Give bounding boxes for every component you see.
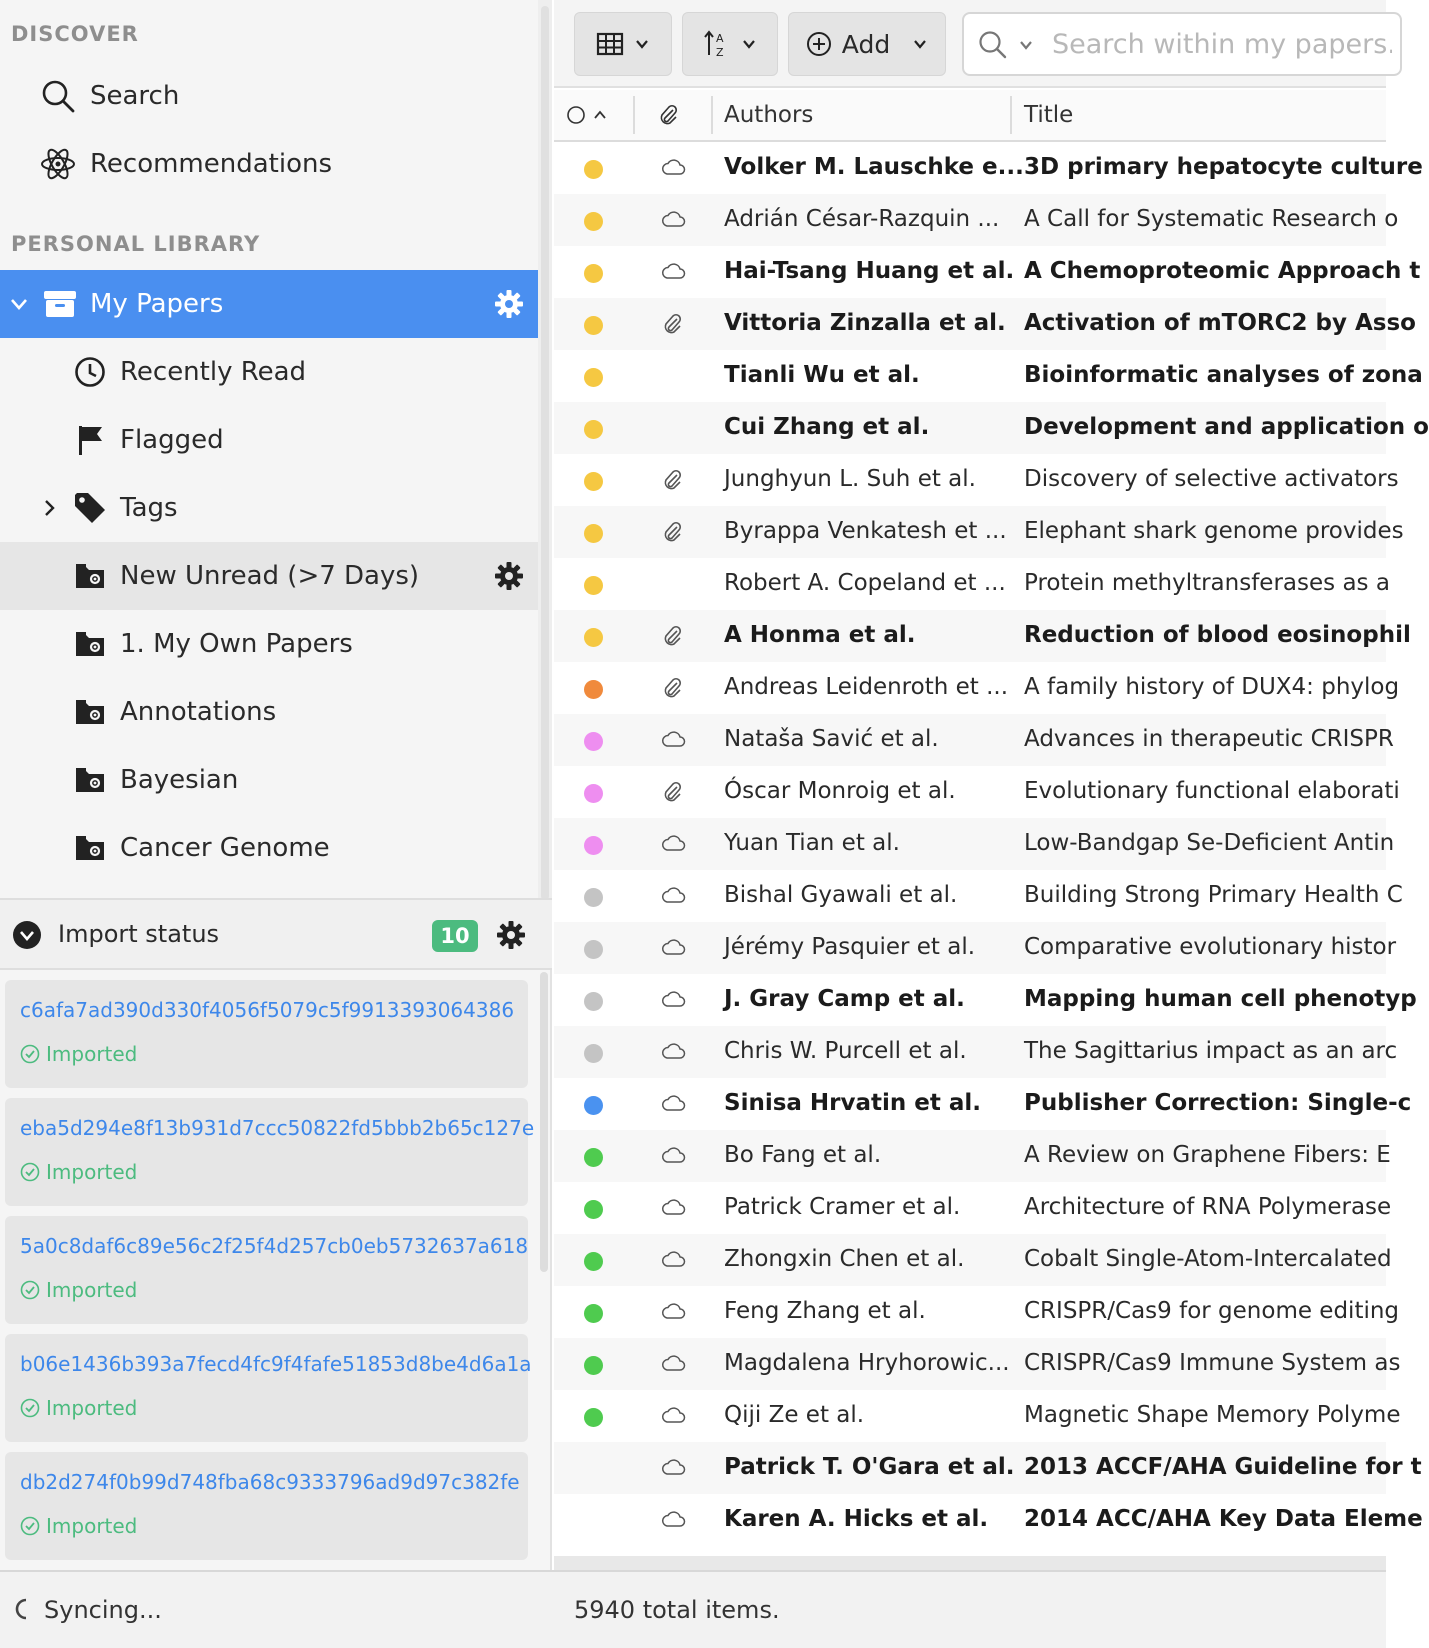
chevron-right-icon[interactable] bbox=[34, 490, 64, 526]
import-status-title: Import status bbox=[58, 920, 220, 948]
papers-table-body bbox=[554, 142, 1429, 1552]
color-label-dot[interactable] bbox=[584, 628, 603, 647]
discover-heading: DISCOVER bbox=[11, 22, 139, 46]
author-cell: Karen A. Hicks et al. bbox=[724, 1506, 989, 1532]
cloud-icon[interactable] bbox=[660, 936, 686, 960]
title-cell: A Call for Systematic Research o bbox=[1024, 206, 1399, 232]
nav-my-papers-label: My Papers bbox=[90, 289, 224, 319]
title-cell: Publisher Correction: Single-c bbox=[1024, 1090, 1412, 1116]
personal-library-heading: PERSONAL LIBRARY bbox=[11, 232, 261, 256]
title-cell: Mapping human cell phenotyp bbox=[1024, 986, 1417, 1012]
svg-text:Z: Z bbox=[716, 46, 724, 59]
table-row[interactable] bbox=[554, 558, 1390, 610]
color-label-dot[interactable] bbox=[584, 1304, 603, 1323]
chevron-down-icon bbox=[634, 36, 650, 52]
cloud-icon[interactable] bbox=[660, 1404, 686, 1428]
title-cell: 3D primary hepatocyte culture bbox=[1024, 154, 1423, 180]
cloud-icon[interactable] bbox=[660, 1352, 686, 1376]
cloud-icon[interactable] bbox=[660, 988, 686, 1012]
title-cell: A family history of DUX4: phylog bbox=[1024, 674, 1400, 700]
title-cell: A Chemoproteomic Approach t bbox=[1024, 258, 1421, 284]
nav-cancer-genome[interactable] bbox=[0, 814, 538, 882]
color-label-dot[interactable] bbox=[584, 940, 603, 959]
import-status-header[interactable] bbox=[0, 898, 552, 970]
author-cell: Patrick T. O'Gara et al. bbox=[724, 1454, 1015, 1480]
nav-search-label: Search bbox=[90, 81, 180, 111]
color-label-dot[interactable] bbox=[584, 888, 603, 907]
title-cell: Elephant shark genome provides bbox=[1024, 518, 1404, 544]
table-row[interactable] bbox=[554, 298, 1416, 350]
paperclip-icon[interactable] bbox=[660, 676, 686, 700]
table-row[interactable] bbox=[554, 1234, 1392, 1286]
color-label-dot[interactable] bbox=[584, 472, 603, 491]
import-hash-link[interactable]: b06e1436b393a7fecd4fc9f4fafe51853d8be4d6a1a bbox=[20, 1352, 532, 1376]
import-count-badge: 10 bbox=[432, 920, 478, 952]
check-circle-icon bbox=[20, 1280, 40, 1300]
import-status bbox=[20, 1278, 137, 1302]
import-hash-link[interactable]: db2d274f0b99d748fba68c9333796ad9d97c382fe bbox=[20, 1470, 520, 1494]
author-cell: Cui Zhang et al. bbox=[724, 414, 930, 440]
author-cell: Nataša Savić et al. bbox=[724, 726, 939, 752]
check-circle-icon bbox=[20, 1516, 40, 1536]
author-cell: Junghyun L. Suh et al. bbox=[724, 466, 976, 492]
title-cell: Bioinformatic analyses of zona bbox=[1024, 362, 1423, 388]
title-cell: 2014 ACC/AHA Key Data Eleme bbox=[1024, 1506, 1423, 1532]
gear-icon[interactable] bbox=[494, 561, 524, 591]
import-status-label: Imported bbox=[46, 1514, 138, 1538]
view-mode-button[interactable] bbox=[574, 12, 672, 76]
scrollbar-thumb[interactable] bbox=[540, 972, 548, 1272]
title-cell: Magnetic Shape Memory Polyme bbox=[1024, 1402, 1401, 1428]
title-cell: Evolutionary functional elaborati bbox=[1024, 778, 1400, 804]
attachment-column-header[interactable] bbox=[656, 90, 696, 140]
search-input[interactable] bbox=[1052, 24, 1392, 64]
color-label-dot[interactable] bbox=[584, 212, 603, 231]
gear-icon[interactable] bbox=[496, 920, 526, 950]
sort-az-icon bbox=[703, 29, 731, 59]
color-label-dot[interactable] bbox=[584, 732, 603, 751]
cloud-icon[interactable] bbox=[660, 728, 686, 752]
title-cell: Discovery of selective activators bbox=[1024, 466, 1399, 492]
cloud-icon[interactable] bbox=[660, 208, 686, 232]
import-hash-link[interactable]: c6afa7ad390d330f4056f5079c5f9913393064386 bbox=[20, 998, 515, 1022]
title-cell: Reduction of blood eosinophil bbox=[1024, 622, 1411, 648]
title-cell: The Sagittarius impact as an arc bbox=[1024, 1038, 1398, 1064]
author-cell: Vittoria Zinzalla et al. bbox=[724, 310, 1006, 336]
author-cell: Robert A. Copeland et ... bbox=[724, 570, 1006, 596]
nav-new-unread[interactable] bbox=[0, 542, 538, 610]
title-cell: A Review on Graphene Fibers: E bbox=[1024, 1142, 1391, 1168]
table-row[interactable] bbox=[554, 922, 1397, 974]
nav-recently-read[interactable] bbox=[0, 338, 538, 406]
import-status bbox=[20, 1160, 137, 1184]
import-item[interactable] bbox=[5, 1452, 528, 1560]
chevron-down-icon[interactable] bbox=[4, 286, 34, 322]
tag-icon bbox=[72, 490, 108, 526]
color-label-dot[interactable] bbox=[584, 836, 603, 855]
sidebar-nav bbox=[0, 0, 538, 898]
import-status-label: Imported bbox=[46, 1396, 138, 1420]
add-button-label: Add bbox=[841, 29, 891, 59]
nav-bayesian-label: Bayesian bbox=[120, 765, 239, 795]
title-cell: Protein methyltransferases as a bbox=[1024, 570, 1390, 596]
check-circle-icon bbox=[20, 1044, 40, 1064]
cloud-icon[interactable] bbox=[660, 884, 686, 908]
add-button[interactable] bbox=[788, 12, 946, 76]
import-status bbox=[20, 1514, 137, 1538]
table-row[interactable] bbox=[554, 506, 1404, 558]
cloud-icon[interactable] bbox=[660, 1248, 686, 1272]
total-items-count: 5940 total items. bbox=[574, 1596, 780, 1624]
toolbar bbox=[554, 0, 1386, 88]
table-row[interactable] bbox=[554, 1026, 1398, 1078]
title-cell: Advances in therapeutic CRISPR bbox=[1024, 726, 1394, 752]
nav-recommendations-label: Recommendations bbox=[90, 149, 333, 179]
horizontal-scrollbar[interactable] bbox=[554, 1556, 1386, 1570]
spinner-icon bbox=[12, 1596, 34, 1622]
color-label-dot[interactable] bbox=[584, 368, 603, 387]
title-cell: CRISPR/Cas9 for genome editing bbox=[1024, 1298, 1400, 1324]
clock-icon bbox=[72, 354, 108, 390]
plus-circle-icon bbox=[806, 31, 832, 57]
paperclip-icon bbox=[656, 103, 680, 127]
import-list-scrollbar[interactable] bbox=[538, 972, 550, 1272]
paperclip-icon[interactable] bbox=[660, 520, 686, 544]
author-cell: Jérémy Pasquier et al. bbox=[724, 934, 976, 960]
nav-cancer-genome-label: Cancer Genome bbox=[120, 833, 330, 863]
table-header bbox=[554, 90, 1386, 142]
table-row[interactable] bbox=[554, 246, 1421, 298]
atom-icon bbox=[40, 146, 76, 182]
color-label-dot[interactable] bbox=[584, 1200, 603, 1219]
search-box[interactable] bbox=[962, 12, 1402, 76]
import-status-label: Imported bbox=[46, 1042, 138, 1066]
title-cell: CRISPR/Cas9 Immune System as bbox=[1024, 1350, 1401, 1376]
smart-folder-icon bbox=[72, 694, 108, 730]
smart-folder-icon bbox=[72, 762, 108, 798]
sidebar bbox=[0, 0, 552, 1570]
color-label-dot[interactable] bbox=[584, 680, 603, 699]
color-label-dot[interactable] bbox=[584, 1356, 603, 1375]
table-grid-icon bbox=[596, 32, 624, 56]
title-cell: 2013 ACCF/AHA Guideline for t bbox=[1024, 1454, 1422, 1480]
table-row[interactable] bbox=[554, 1078, 1412, 1130]
author-cell: Óscar Monroig et al. bbox=[724, 778, 956, 804]
sidebar-scrollbar[interactable] bbox=[538, 0, 552, 898]
cloud-icon[interactable] bbox=[660, 832, 686, 856]
author-cell: Andreas Leidenroth et ... bbox=[724, 674, 1009, 700]
table-row[interactable] bbox=[554, 818, 1395, 870]
color-label-dot[interactable] bbox=[584, 524, 603, 543]
chevron-down-icon bbox=[741, 36, 757, 52]
title-cell: Comparative evolutionary histor bbox=[1024, 934, 1397, 960]
nav-my-papers[interactable] bbox=[0, 270, 538, 338]
author-cell: Patrick Cramer et al. bbox=[724, 1194, 961, 1220]
table-row[interactable] bbox=[554, 662, 1400, 714]
main-pane bbox=[554, 0, 1429, 1570]
column-divider[interactable] bbox=[711, 96, 713, 134]
cloud-icon[interactable] bbox=[660, 1040, 686, 1064]
nav-recommendations[interactable] bbox=[0, 130, 538, 198]
color-label-dot[interactable] bbox=[584, 264, 603, 283]
title-cell: Cobalt Single-Atom-Intercalated bbox=[1024, 1246, 1392, 1272]
import-item[interactable] bbox=[5, 1334, 532, 1442]
import-hash-link[interactable]: 5a0c8daf6c89e56c2f25f4d257cb0eb5732637a618 bbox=[20, 1234, 529, 1258]
author-cell: Magdalena Hryhorowic... bbox=[724, 1350, 1010, 1376]
color-label-dot[interactable] bbox=[584, 1408, 603, 1427]
table-row[interactable] bbox=[554, 1130, 1391, 1182]
author-cell: Chris W. Purcell et al. bbox=[724, 1038, 967, 1064]
color-label-dot[interactable] bbox=[584, 420, 603, 439]
color-label-dot[interactable] bbox=[584, 1252, 603, 1271]
table-row[interactable] bbox=[554, 870, 1403, 922]
author-cell: Bishal Gyawali et al. bbox=[724, 882, 958, 908]
table-row[interactable] bbox=[554, 1182, 1392, 1234]
nav-tags[interactable] bbox=[0, 474, 538, 542]
table-row[interactable] bbox=[554, 766, 1400, 818]
color-label-dot[interactable] bbox=[584, 1096, 603, 1115]
cloud-icon[interactable] bbox=[660, 1508, 686, 1532]
import-status bbox=[20, 1396, 137, 1420]
cloud-icon[interactable] bbox=[660, 1144, 686, 1168]
title-cell: Development and application o bbox=[1024, 414, 1429, 440]
circle-icon bbox=[566, 105, 586, 125]
import-item[interactable] bbox=[5, 1098, 535, 1206]
cloud-icon[interactable] bbox=[660, 260, 686, 284]
color-label-dot[interactable] bbox=[584, 1148, 603, 1167]
author-cell: Zhongxin Chen et al. bbox=[724, 1246, 965, 1272]
cloud-icon[interactable] bbox=[660, 1300, 686, 1324]
author-cell: A Honma et al. bbox=[724, 622, 916, 648]
paperclip-icon[interactable] bbox=[660, 780, 686, 804]
nav-flagged[interactable] bbox=[0, 406, 538, 474]
title-cell: Architecture of RNA Polymerase bbox=[1024, 1194, 1392, 1220]
nav-my-own-papers[interactable] bbox=[0, 610, 538, 678]
table-row[interactable] bbox=[554, 974, 1417, 1026]
paperclip-icon[interactable] bbox=[660, 468, 686, 492]
color-label-dot[interactable] bbox=[584, 1044, 603, 1063]
title-cell: Low-Bandgap Se-Deficient Antin bbox=[1024, 830, 1395, 856]
author-cell: Adrián César-Razquin ... bbox=[724, 206, 1000, 232]
cloud-icon[interactable] bbox=[660, 156, 686, 180]
title-cell: Activation of mTORC2 by Asso bbox=[1024, 310, 1416, 336]
table-row[interactable] bbox=[554, 1338, 1401, 1390]
table-row[interactable] bbox=[554, 1442, 1422, 1494]
author-cell: Qiji Ze et al. bbox=[724, 1402, 865, 1428]
nav-search[interactable] bbox=[0, 62, 538, 130]
authors-column-header[interactable]: Authors bbox=[724, 102, 814, 128]
color-label-dot[interactable] bbox=[584, 316, 603, 335]
chevron-down-icon[interactable] bbox=[1018, 38, 1034, 52]
author-cell: Feng Zhang et al. bbox=[724, 1298, 926, 1324]
color-label-dot[interactable] bbox=[584, 992, 603, 1011]
color-label-dot[interactable] bbox=[584, 784, 603, 803]
import-hash-link[interactable]: eba5d294e8f13b931d7ccc50822fd5bbb2b65c127e bbox=[20, 1116, 535, 1140]
title-column-header[interactable]: Title bbox=[1024, 102, 1074, 128]
gear-icon[interactable] bbox=[494, 289, 524, 319]
cloud-icon[interactable] bbox=[660, 1456, 686, 1480]
author-cell: Bo Fang et al. bbox=[724, 1142, 882, 1168]
scrollbar-thumb[interactable] bbox=[541, 6, 549, 900]
import-item[interactable] bbox=[5, 1216, 528, 1324]
search-icon bbox=[40, 78, 76, 114]
table-row[interactable] bbox=[554, 402, 1429, 454]
status-bar bbox=[0, 1570, 1386, 1648]
color-label-dot[interactable] bbox=[584, 160, 603, 179]
svg-text:A: A bbox=[716, 32, 724, 45]
author-cell: Tianli Wu et al. bbox=[724, 362, 920, 388]
nav-bayesian[interactable] bbox=[0, 746, 538, 814]
import-status-label: Imported bbox=[46, 1278, 138, 1302]
author-cell: Byrappa Venkatesh et ... bbox=[724, 518, 1007, 544]
flag-icon bbox=[72, 422, 108, 458]
cloud-icon[interactable] bbox=[660, 1092, 686, 1116]
import-status bbox=[20, 1042, 137, 1066]
table-row[interactable] bbox=[554, 454, 1399, 506]
nav-new-unread-label: New Unread (>7 Days) bbox=[120, 561, 420, 591]
table-row[interactable] bbox=[554, 142, 1423, 194]
collapse-circle-icon[interactable] bbox=[12, 920, 42, 950]
smart-folder-icon bbox=[72, 830, 108, 866]
nav-tags-label: Tags bbox=[120, 493, 178, 523]
smart-folder-icon bbox=[72, 558, 108, 594]
read-status-column-header[interactable] bbox=[566, 90, 626, 140]
check-circle-icon bbox=[20, 1398, 40, 1418]
import-status-label: Imported bbox=[46, 1160, 138, 1184]
table-row[interactable] bbox=[554, 714, 1394, 766]
table-row[interactable] bbox=[554, 1286, 1400, 1338]
title-cell: Building Strong Primary Health C bbox=[1024, 882, 1403, 908]
color-label-dot[interactable] bbox=[584, 576, 603, 595]
nav-flagged-label: Flagged bbox=[120, 425, 224, 455]
column-divider[interactable] bbox=[633, 96, 635, 134]
paperclip-icon[interactable] bbox=[660, 624, 686, 648]
nav-my-own-papers-label: 1. My Own Papers bbox=[120, 629, 353, 659]
import-list bbox=[0, 970, 552, 1570]
author-cell: J. Gray Camp et al. bbox=[724, 986, 965, 1012]
paperclip-icon[interactable] bbox=[660, 312, 686, 336]
chevron-up-icon bbox=[592, 108, 608, 122]
sync-status: Syncing... bbox=[44, 1596, 162, 1624]
table-row[interactable] bbox=[554, 610, 1411, 662]
cloud-icon[interactable] bbox=[660, 1196, 686, 1220]
table-row[interactable] bbox=[554, 1494, 1423, 1546]
archive-box-icon bbox=[42, 286, 78, 322]
table-row[interactable] bbox=[554, 194, 1399, 246]
import-item[interactable] bbox=[5, 980, 528, 1088]
author-cell: Yuan Tian et al. bbox=[724, 830, 900, 856]
author-cell: Hai-Tsang Huang et al. bbox=[724, 258, 1015, 284]
check-circle-icon bbox=[20, 1162, 40, 1182]
smart-folder-icon bbox=[72, 626, 108, 662]
nav-annotations[interactable] bbox=[0, 678, 538, 746]
nav-recently-read-label: Recently Read bbox=[120, 357, 307, 387]
sort-button[interactable] bbox=[682, 12, 778, 76]
author-cell: Sinisa Hrvatin et al. bbox=[724, 1090, 982, 1116]
table-row[interactable] bbox=[554, 350, 1423, 402]
column-divider[interactable] bbox=[1010, 96, 1012, 134]
table-row[interactable] bbox=[554, 1390, 1401, 1442]
author-cell: Volker M. Lauschke e... bbox=[724, 154, 1024, 180]
chevron-down-icon bbox=[912, 36, 928, 52]
search-icon[interactable] bbox=[978, 30, 1008, 60]
nav-annotations-label: Annotations bbox=[120, 697, 277, 727]
